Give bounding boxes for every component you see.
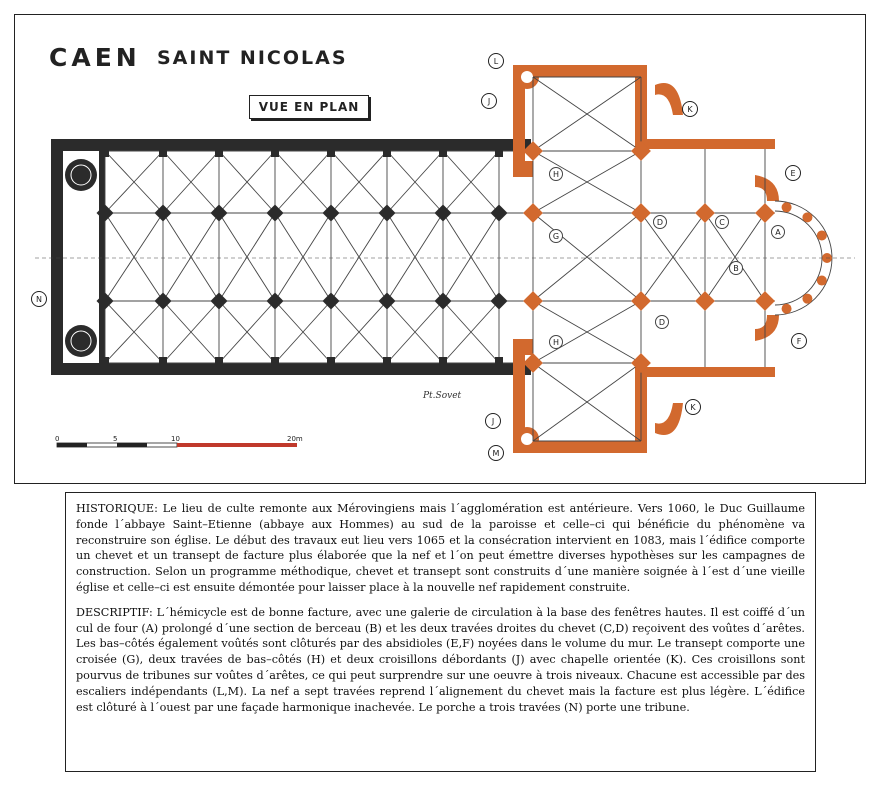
historique-heading: HISTORIQUE: (76, 502, 158, 515)
zone-label: B (729, 261, 743, 275)
callout-label: K (682, 101, 698, 117)
historique-paragraph (76, 501, 805, 596)
callout-label: J (481, 93, 497, 109)
plan-title: CAEN (49, 43, 141, 72)
zone-label: H (549, 167, 563, 181)
floor-plan-drawing (15, 15, 867, 485)
plan-subtitle: SAINT NICOLAS (157, 47, 348, 69)
callout-label: F (791, 333, 807, 349)
scale-tick-label: 5 (113, 435, 118, 443)
scale-tick-label: 0 (55, 435, 60, 443)
zone-label: D (653, 215, 667, 229)
callout-label: J (485, 413, 501, 429)
callout-label: K (685, 399, 701, 415)
zone-label: C (715, 215, 729, 229)
callout-label: L (488, 53, 504, 69)
historique-text: Le lieu de culte remonte aux Mérovingiens mais l´agglomération est antérieure. Vers 1060, le Duc Guillaume fonde l´abbaye Saint–Etienne (abbaye aux Hommes) au sud de la paroisse et celle–ci qui bénéficie du phénomène va reconstruire son église. Le début des travaux eut lieu vers 1065 et la consécration intervient en 1083, mais l´édifice comporte un chevet et un transept de facture plus élaborée que la nef et l´on peut émettre diverses hypothèses sur les campagnes de construction. Selon un programme méthodique, chevet et transept sont construits d´une manière soignée à l´est d´une vieille église et celle–ci est ensuite démontée pour laisser place à la nouvelle nef rapidement construite. (76, 502, 805, 594)
descriptif-heading: DESCRIPTIF: (76, 605, 153, 619)
descriptif-paragraph (76, 605, 805, 716)
description-panel (65, 492, 816, 772)
callout-label: N (31, 291, 47, 307)
zone-label: D (655, 315, 669, 329)
callout-label: E (785, 165, 801, 181)
view-label: VUE EN PLAN (249, 95, 369, 119)
zone-label: G (549, 229, 563, 243)
zone-label: A (771, 225, 785, 239)
signature: Pt.Sovet (423, 391, 462, 401)
descriptif-text: L´hémicycle est de bonne facture, avec une galerie de circulation à la base des fenêtres hautes. Il est coiffé d´un cul de four (A) prolongé d´une section de berceau (B) et les deux travées droites du chevet (C,D) reçoivent des voûtes d´arêtes. Les bas–côtés également voûtés sont clôturés par des absidioles (E,F) noyées dans le volume du mur. Le transept comporte une croisée (G), deux travées de bas–côtés (H) et deux croisillons débordants (J) avec chapelle orientée (K). Ces croisillons sont pourvus de tribunes sur voûtes d´arêtes, ce qui peut surprendre sur une oeuvre à trois niveaux. Chacune est accessible par des escaliers indépendants (L,M). La nef a sept travées reprend l´alignement du chevet mais la facture est plus légère. L´édifice est clôturé à l´ouest par une façade harmonique inachevée. Le porche a trois travées (N) porte une tribune. (76, 605, 805, 714)
callout-label: M (488, 445, 504, 461)
scale-tick-label: 10 (171, 435, 180, 443)
scale-tick-label: 20m (287, 435, 303, 443)
zone-label: H (549, 335, 563, 349)
floor-plan-panel (14, 14, 866, 484)
